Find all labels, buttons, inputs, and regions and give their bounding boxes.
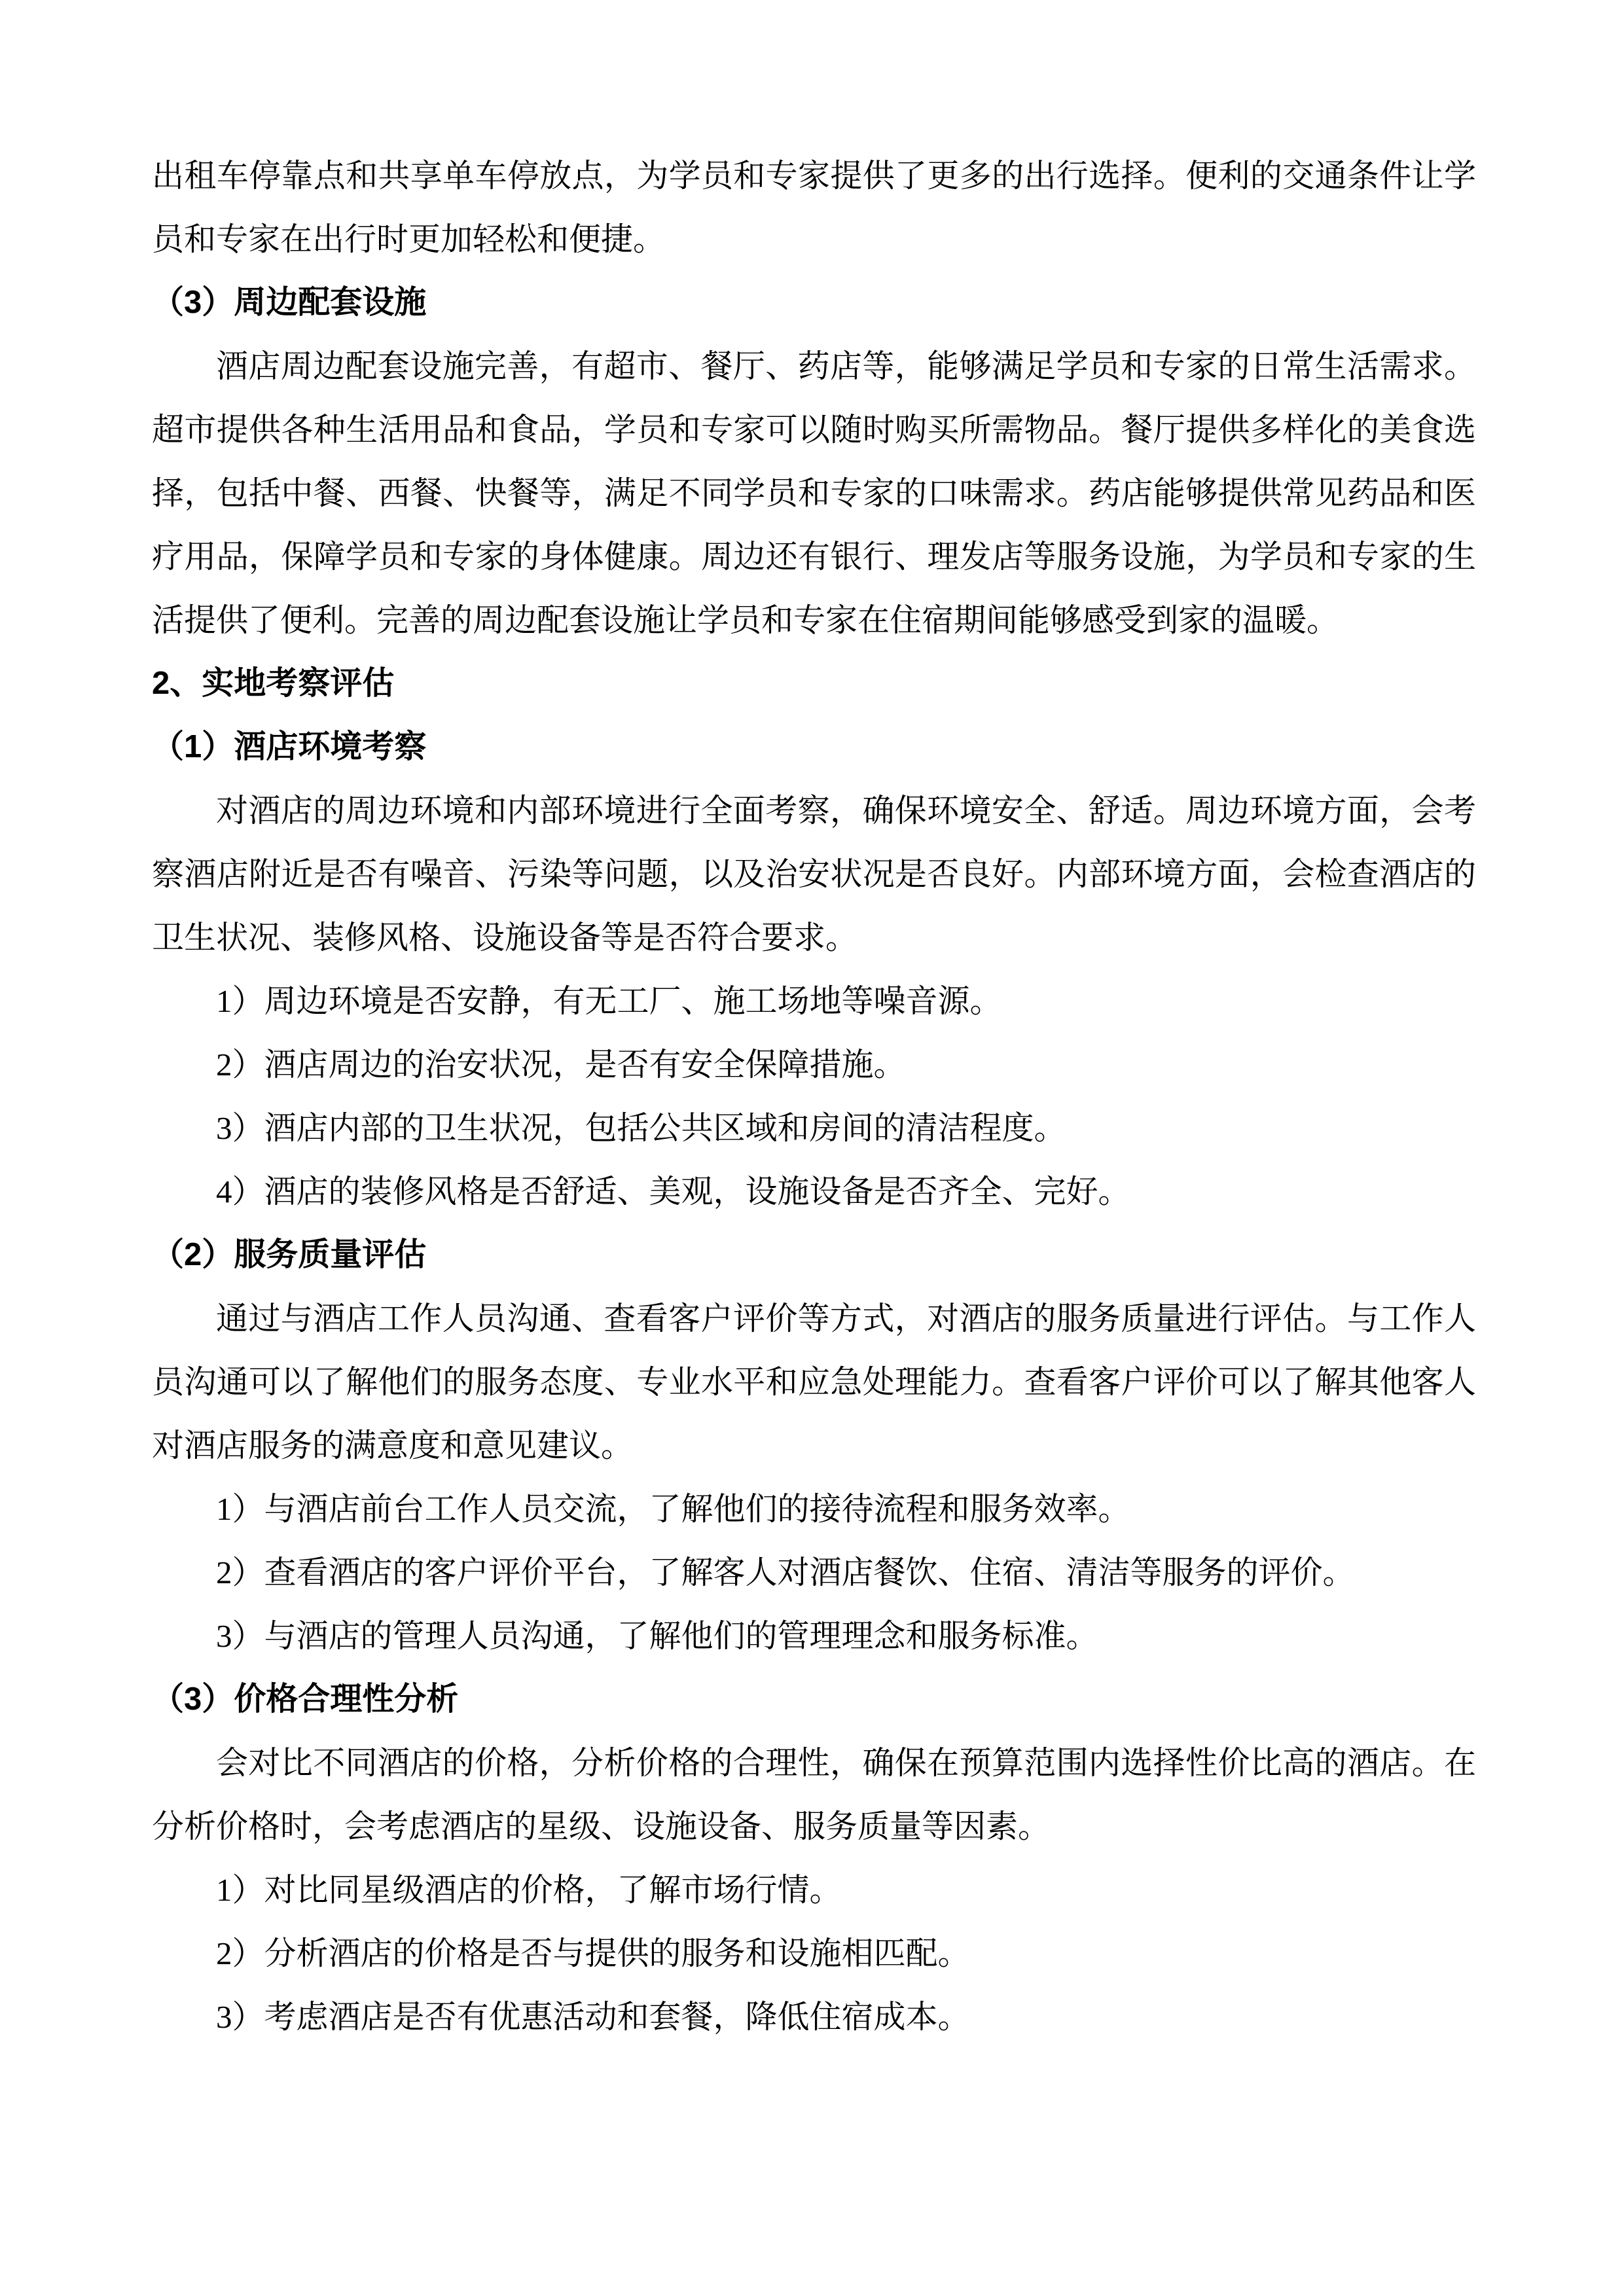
list-item-service-2: 2）查看酒店的客户评价平台，了解客人对酒店餐饮、住宿、清洁等服务的评价。	[216, 1554, 1355, 1590]
heading-surrounding-facilities: （3）周边配套设施	[152, 285, 427, 320]
list-item-environment-1: 1）周边环境是否安静，有无工厂、施工场地等噪音源。	[216, 983, 1002, 1019]
list-item-price-2: 2）分析酒店的价格是否与提供的服务和设施相匹配。	[216, 1935, 970, 1971]
heading-price-analysis: （3）价格合理性分析	[152, 1681, 459, 1717]
list-item-environment-3: 3）酒店内部的卫生状况，包括公共区域和房间的清洁程度。	[216, 1110, 1066, 1146]
heading-site-inspection: 2、实地考察评估	[152, 666, 395, 701]
paragraph-service-quality: 通过与酒店工作人员沟通、查看客户评价等方式，对酒店的服务质量进行评估。与工作人员沟通可以了解他们的服务态度、专业水平和应急处理能力。查看客户评价可以了解其他客人对酒店服务的满意度和意见建议。	[152, 1300, 1476, 1463]
list-item-price-1: 1）对比同星级酒店的价格，了解市场行情。	[216, 1872, 842, 1908]
list-item-price-3: 3）考虑酒店是否有优惠活动和套餐，降低住宿成本。	[216, 1999, 970, 2035]
list-item-environment-4: 4）酒店的装修风格是否舒适、美观，设施设备是否齐全、完好。	[216, 1174, 1130, 1210]
list-item-service-1: 1）与酒店前台工作人员交流，了解他们的接待流程和服务效率。	[216, 1491, 1130, 1527]
list-item-environment-2: 2）酒店周边的治安状况，是否有安全保障措施。	[216, 1047, 906, 1083]
paragraph-price-analysis: 会对比不同酒店的价格，分析价格的合理性，确保在预算范围内选择性价比高的酒店。在分析价格时，会考虑酒店的星级、设施设备、服务质量等因素。	[152, 1745, 1476, 1844]
heading-hotel-environment: （1）酒店环境考察	[152, 729, 427, 764]
heading-service-quality: （2）服务质量评估	[152, 1237, 427, 1272]
list-item-service-3: 3）与酒店的管理人员沟通，了解他们的管理理念和服务标准。	[216, 1618, 1098, 1654]
paragraph-surrounding-facilities: 酒店周边配套设施完善，有超市、餐厅、药店等，能够满足学员和专家的日常生活需求。超市提供各种生活用品和食品，学员和专家可以随时购买所需物品。餐厅提供多样化的美食选择，包括中餐、西餐、快餐等，满足不同学员和专家的口味需求。药店能够提供常见药品和医疗用品，保障学员和专家的身体健康。周边还有银行、理发店等服务设施，为学员和专家的生活提供了便利。完善的周边配套设施让学员和专家在住宿期间能够感受到家的温暖。	[152, 348, 1476, 638]
paragraph-hotel-environment: 对酒店的周边环境和内部环境进行全面考察，确保环境安全、舒适。周边环境方面，会考察酒店附近是否有噪音、污染等问题，以及治安状况是否良好。内部环境方面，会检查酒店的卫生状况、装修风格、设施设备等是否符合要求。	[152, 793, 1476, 956]
paragraph-transport-continuation: 出租车停靠点和共享单车停放点，为学员和专家提供了更多的出行选择。便利的交通条件让学员和专家在出行时更加轻松和便捷。	[152, 158, 1476, 257]
